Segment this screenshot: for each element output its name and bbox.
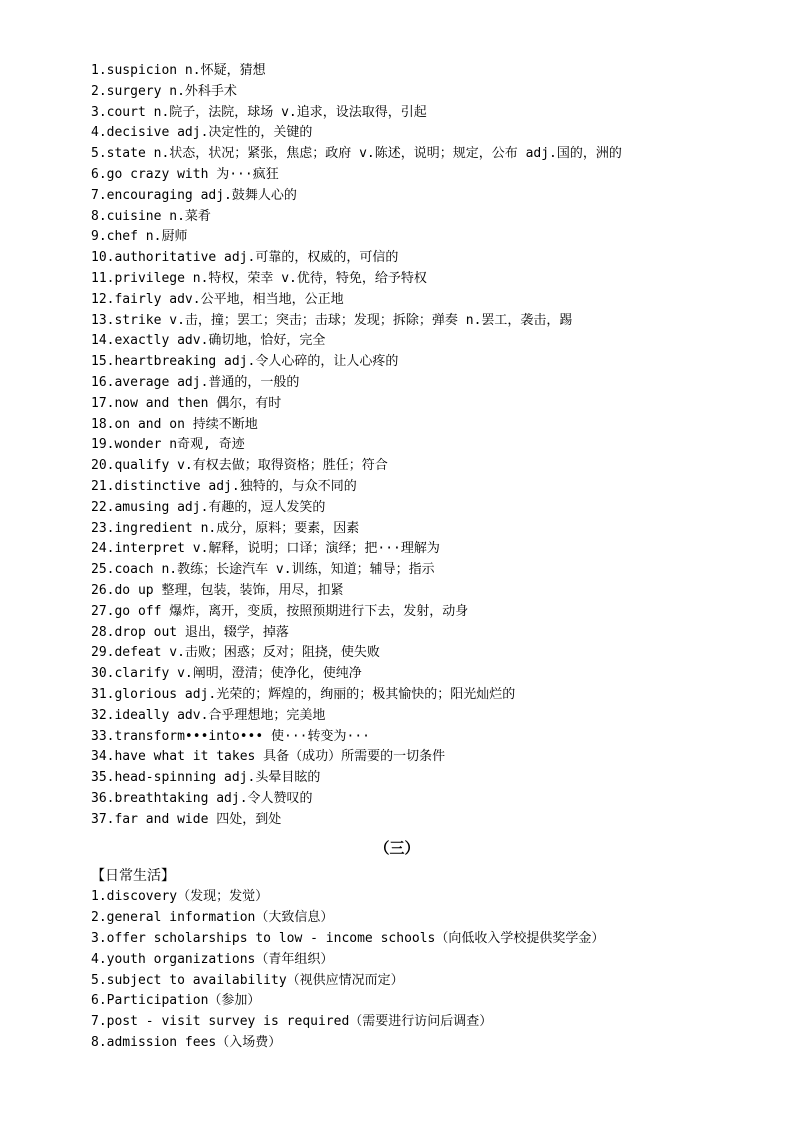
vocab-item: 19.wonder n奇观, 奇迹 xyxy=(91,437,245,453)
section-title: （三） xyxy=(374,839,420,858)
vocab-item: 2.surgery n.外科手术 xyxy=(91,83,237,99)
vocab-item: 12.fairly adv.公平地，相当地，公正地 xyxy=(91,291,344,307)
vocab-item: 29.defeat v.击败；困惑；反对；阻挠，使失败 xyxy=(91,645,380,661)
vocab-item: 20.qualify v.有权去做；取得资格；胜任；符合 xyxy=(91,458,388,474)
vocab-item: 23.ingredient n.成分，原料；要素，因素 xyxy=(91,520,360,536)
vocab-item: 13.strike v.击，撞；罢工；突击；击球；发现；拆除；弹奏 n.罢工，袭击，踢 xyxy=(91,312,573,328)
daily-item: 7.post - visit survey is required（需要进行访问后调查） xyxy=(91,1014,493,1030)
vocab-item: 17.now and then 偶尔，有时 xyxy=(91,395,282,411)
vocab-item: 34.have what it takes 具备（成功）所需要的一切条件 xyxy=(91,749,446,765)
vocab-item: 10.authoritative adj.可靠的，权威的，可信的 xyxy=(91,250,399,266)
vocab-item: 37.far and wide 四处，到处 xyxy=(91,811,282,827)
vocab-item: 15.heartbreaking adj.令人心碎的，让人心疼的 xyxy=(91,354,399,370)
vocab-item: 36.breathtaking adj.令人赞叹的 xyxy=(91,790,313,806)
vocab-item: 4.decisive adj.决定性的，关键的 xyxy=(91,125,313,141)
vocab-item: 5.state n.状态，状况；紧张，焦虑；政府 v.陈述，说明；规定，公布 adj.国的，洲的 xyxy=(91,146,622,162)
document-page xyxy=(91,61,731,1054)
vocab-item: 35.head-spinning adj.头晕目眩的 xyxy=(91,770,321,786)
vocab-item: 21.distinctive adj.独特的，与众不同的 xyxy=(91,478,357,494)
vocab-item: 26.do up 整理，包装，装饰，用尽，扣紧 xyxy=(91,582,344,598)
daily-item: 2.general information（大致信息） xyxy=(91,910,334,926)
vocab-item: 27.go off 爆炸，离开，变质，按照预期进行下去，发射，动身 xyxy=(91,603,469,619)
vocab-item: 24.interpret v.解释，说明；口译；演绎；把···理解为 xyxy=(91,541,440,557)
daily-item: 8.admission fees（入场费） xyxy=(91,1035,282,1051)
vocab-item: 28.drop out 退出，辍学，掉落 xyxy=(91,624,289,640)
category-label: 【日常生活】 xyxy=(91,868,175,885)
vocab-list xyxy=(91,61,731,830)
vocab-item: 16.average adj.普通的，一般的 xyxy=(91,374,300,390)
vocab-item: 6.go crazy with 为···疯狂 xyxy=(91,166,279,182)
vocab-item: 8.cuisine n.菜肴 xyxy=(91,208,211,224)
vocab-item: 33.transform•••into••• 使···转变为··· xyxy=(91,728,370,744)
vocab-item: 31.glorious adj.光荣的；辉煌的，绚丽的；极其愉快的；阳光灿烂的 xyxy=(91,686,516,702)
vocab-item: 18.on and on 持续不断地 xyxy=(91,416,258,432)
vocab-item: 30.clarify v.阐明，澄清；使净化，使纯净 xyxy=(91,666,362,682)
daily-item: 4.youth organizations（青年组织） xyxy=(91,951,334,967)
daily-item: 1.discovery（发现；发觉） xyxy=(91,889,269,905)
daily-item: 3.offer scholarships to low - income schools（向低收入学校提供奖学金） xyxy=(91,931,605,947)
vocab-item: 3.court n.院子，法院，球场 v.追求，设法取得，引起 xyxy=(91,104,427,120)
vocab-item: 11.privilege n.特权，荣幸 v.优待，特免，给予特权 xyxy=(91,270,427,286)
vocab-item: 25.coach n.教练；长途汽车 v.训练，知道；辅导；指示 xyxy=(91,562,435,578)
vocab-item: 9.chef n.厨师 xyxy=(91,229,188,245)
vocab-item: 32.ideally adv.合乎理想地；完美地 xyxy=(91,707,326,723)
daily-list xyxy=(91,887,731,1053)
vocab-item: 1.suspicion n.怀疑，猜想 xyxy=(91,63,266,78)
vocab-item: 14.exactly adv.确切地，恰好，完全 xyxy=(91,333,326,349)
daily-item: 6.Participation（参加） xyxy=(91,993,261,1009)
vocab-item: 22.amusing adj.有趣的，逗人发笑的 xyxy=(91,499,326,515)
vocab-item: 7.encouraging adj.鼓舞人心的 xyxy=(91,187,297,203)
daily-item: 5.subject to availability（视供应情况而定） xyxy=(91,972,404,988)
